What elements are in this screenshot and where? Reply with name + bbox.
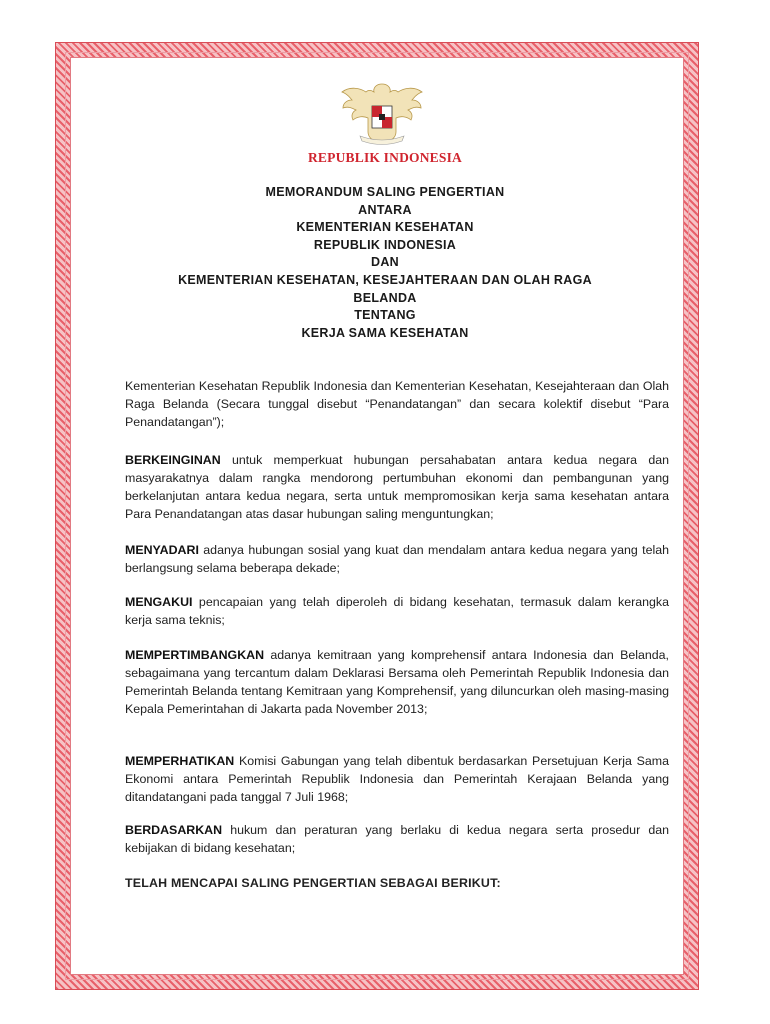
title-line: MEMORANDUM SALING PENGERTIAN xyxy=(265,185,505,199)
title-line: TENTANG xyxy=(354,308,416,323)
paragraph-text: Komisi Gabungan yang telah dibentuk berdasarkan Persetujuan Kerja Sama Ekonomi antara Pemerintah Republik Indonesia dan Pemerintah Kerajaan Belanda yang ditandatangani pada tanggal 7 Juli 1968; xyxy=(125,754,669,804)
title-line: KEMENTERIAN KESEHATAN xyxy=(296,220,474,235)
paragraph-berkeinginan xyxy=(125,452,669,524)
paragraph-label: MEMPERTIMBANGKAN xyxy=(125,648,265,662)
paragraph-text: adanya hubungan sosial yang kuat dan mendalam antara kedua negara yang telah berlangsung selama beberapa dekade; xyxy=(125,543,669,575)
paragraph-label: MEMPERHATIKAN xyxy=(125,754,235,768)
paragraph-text: adanya kemitraan yang komprehensif antara Indonesia dan Belanda, sebagaimana yang tercantum dalam Deklarasi Bersama oleh Pemerintah Republik Indonesia dan Pemerintah Belanda tentang Kemitraan yang Komprehensif, yang diluncurkan oleh masing-masing Kepala Pemerintahan di Jakarta pada November 2013; xyxy=(125,648,669,716)
paragraph-label: BERKEINGINAN xyxy=(125,453,221,467)
closing-statement: TELAH MENCAPAI SALING PENGERTIAN SEBAGAI BERIKUT: xyxy=(125,876,501,890)
title-line: BELANDA xyxy=(353,290,417,305)
paragraph-text: pencapaian yang telah diperoleh di bidang kesehatan, termasuk dalam kerangka kerja sama teknis; xyxy=(125,595,669,627)
paragraph-label: MENGAKUI xyxy=(125,595,193,609)
intro-paragraph: Kementerian Kesehatan Republik Indonesia dan Kementerian Kesehatan, Kesejahteraan dan Olah Raga Belanda (Secara tunggal disebut “Penandatangan” dan secara kolektif disebut “Para Penandatangan”); xyxy=(125,379,669,429)
country-heading: REPUBLIK INDONESIA xyxy=(307,150,462,165)
paragraph-label: MENYADARI xyxy=(125,543,199,557)
paragraph-memperhatikan xyxy=(125,753,669,807)
document-title xyxy=(0,184,770,342)
title-line: KERJA SAMA KESEHATAN xyxy=(301,325,469,340)
paragraph-text: hukum dan peraturan yang berlaku di kedua negara serta prosedur dan kebijakan di bidang kesehatan; xyxy=(125,823,669,855)
paragraph-mengakui xyxy=(125,594,669,630)
paragraph-text: untuk memperkuat hubungan persahabatan antara kedua negara dan masyarakatnya dalam rangka mendorong pertumbuhan ekonomi dan pembangunan yang berkelanjutan antara kedua negara, serta untuk mempromosikan kerja sama kesehatan antara Para Penandatangan atas dasar hubungan saling menguntungkan; xyxy=(125,453,669,521)
title-line: REPUBLIK INDONESIA xyxy=(313,237,457,252)
paragraph-berdasarkan xyxy=(125,822,669,858)
paragraph-menyadari xyxy=(125,542,669,578)
garuda-emblem-icon xyxy=(338,78,426,148)
paragraph-mempertimbangkan xyxy=(125,647,669,719)
title-line: ANTARA xyxy=(358,202,412,217)
title-line: DAN xyxy=(371,255,399,270)
paragraph-label: BERDASARKAN xyxy=(125,823,223,837)
title-line: KEMENTERIAN KESEHATAN, KESEJAHTERAAN DAN OLAH RAGA xyxy=(178,272,592,287)
document-body xyxy=(125,378,669,890)
